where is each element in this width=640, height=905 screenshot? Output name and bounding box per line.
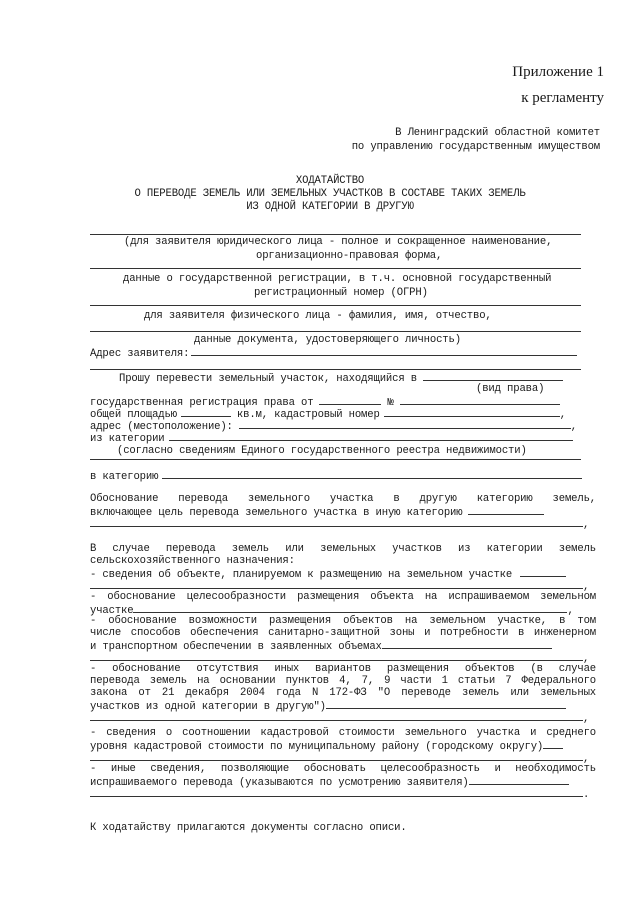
possibility-line-1: - обоснование возможности размещения объектов на земельном участке, в том xyxy=(90,615,596,627)
from-category-field[interactable] xyxy=(169,431,573,441)
applicant-address-label: Адрес заявителя: xyxy=(90,346,577,360)
agri-intro-line-2: сельскохозяйственного назначения: xyxy=(90,555,295,567)
area-label: общей площадью кв.м, кадастровый номер , xyxy=(90,409,566,421)
possibility-field-2[interactable] xyxy=(90,651,583,661)
hint-physical-person: для заявителя физического лица - фамилия, имя, отчество, xyxy=(144,310,492,322)
registry-note: (согласно сведениям Единого государственного реестра недвижимости) xyxy=(117,445,527,457)
absence-line-4: участков из одной категории в другую") xyxy=(90,699,566,713)
appendix-label: Приложение 1 xyxy=(512,64,604,80)
location-label: адрес (местоположение): , xyxy=(90,421,577,433)
object-info-label: - сведения об объекте, планируемом к размещению на земельном участке xyxy=(90,567,596,581)
justification-field[interactable] xyxy=(468,505,544,515)
other-field-2[interactable] xyxy=(90,787,583,797)
cadastral-number-field[interactable] xyxy=(384,407,560,417)
attached-documents-note: К ходатайству прилагаются документы согласно описи. xyxy=(90,822,407,834)
possibility-line-2: числе способов обеспечения санитарно-защитной зоны и потребности в инженерном xyxy=(90,627,596,639)
justification-field-2[interactable] xyxy=(90,517,583,527)
applicant-name-line[interactable] xyxy=(90,234,581,235)
absence-line-5: , xyxy=(90,711,589,725)
absence-field[interactable] xyxy=(326,699,566,709)
absence-line-2: перевода земель на основании пунктов 4, 7, 9 части 1 статьи 7 Федерального xyxy=(90,675,596,687)
request-label: Прошу перевести земельный участок, находящийся в xyxy=(119,371,563,385)
feasibility-line-2: участке , xyxy=(90,605,574,617)
ratio-line-1: - сведения о соотношении кадастровой стоимости земельного участка и среднего xyxy=(90,727,596,739)
ratio-field-2[interactable] xyxy=(90,751,583,761)
absence-line-3: закона от 21 декабря 2004 года N 172-ФЗ "О переводе земель или земельных xyxy=(90,687,596,699)
registration-number-field[interactable] xyxy=(400,395,560,405)
applicant-form-line[interactable] xyxy=(90,268,581,269)
agri-intro-line-1: В случае перевода земель или земельных участков из категории земель xyxy=(90,543,596,555)
hint-legal-form: организационно-правовая форма, xyxy=(256,250,443,262)
object-info-field[interactable] xyxy=(520,567,566,577)
possibility-line-3: и транспортном обеспечении в заявленных объемах xyxy=(90,639,552,653)
absence-field-2[interactable] xyxy=(90,711,583,721)
possibility-field[interactable] xyxy=(382,639,552,649)
feasibility-line-1: - обоснование целесообразности размещения объекта на испрашиваемом земельном xyxy=(90,591,596,603)
other-line-3: . xyxy=(90,787,589,801)
regulation-label: к регламенту xyxy=(521,90,604,106)
hint-legal-entity: (для заявителя юридического лица - полное и сокращенное наименование, xyxy=(124,236,553,248)
justification-line-1: Обоснование перевода земельного участка в другую категорию земель, xyxy=(90,493,596,505)
right-type-field[interactable] xyxy=(423,371,563,381)
state-registration-label: государственная регистрация права от № xyxy=(90,395,560,409)
absence-line-1: - обоснование отсутствия иных вариантов размещения объектов (в случае xyxy=(90,663,596,675)
ratio-field[interactable] xyxy=(543,739,563,749)
addressee-line-2: по управлению государственным имуществом xyxy=(351,141,600,153)
other-line-1: - иные сведения, позволяющие обосновать целесообразность и необходимость xyxy=(90,763,596,775)
applicant-ogrn-line[interactable] xyxy=(90,305,581,306)
area-field[interactable] xyxy=(181,407,231,417)
applicant-person-line[interactable] xyxy=(90,331,581,332)
hint-ogrn: регистрационный номер (ОГРН) xyxy=(254,287,428,299)
applicant-address-line-2[interactable] xyxy=(90,369,581,370)
feasibility-field[interactable] xyxy=(133,603,567,613)
other-field[interactable] xyxy=(469,775,569,785)
document-subtitle-1: О ПЕРЕВОДЕ ЗЕМЕЛЬ ИЛИ ЗЕМЕЛЬНЫХ УЧАСТКОВ В СОСТАВЕ ТАКИХ ЗЕМЕЛЬ xyxy=(134,188,526,200)
from-category-line-2[interactable] xyxy=(90,459,581,460)
document-title: ХОДАТАЙСТВО xyxy=(295,175,365,187)
to-category-label: в категорию xyxy=(90,469,582,483)
to-category-field[interactable] xyxy=(162,469,582,479)
applicant-address-field[interactable] xyxy=(191,346,577,356)
possibility-line-4: , xyxy=(90,651,589,665)
object-info-line-2: , xyxy=(90,579,589,593)
right-type-hint: (вид права) xyxy=(476,383,545,395)
justification-line-3: , xyxy=(90,517,589,531)
other-line-2: испрашиваемого перевода (указываются по усмотрению заявителя) xyxy=(90,775,569,789)
hint-registration: данные о государственной регистрации, в т.ч. основной государственный xyxy=(123,273,552,285)
addressee-line-1: В Ленинградский областной комитет xyxy=(395,127,600,139)
registration-date-field[interactable] xyxy=(319,395,381,405)
justification-line-2: включающее цель перевода земельного участка в иную категорию xyxy=(90,505,596,519)
ratio-line-2: уровня кадастровой стоимости по муниципальному району (городскому округу) xyxy=(90,739,563,753)
location-field[interactable] xyxy=(239,419,571,429)
ratio-line-3: , xyxy=(90,751,589,765)
hint-identity-document: данные документа, удостоверяющего личность) xyxy=(194,334,461,346)
object-info-field-2[interactable] xyxy=(90,579,583,589)
document-subtitle-2: ИЗ ОДНОЙ КАТЕГОРИИ В ДРУГУЮ xyxy=(246,201,414,213)
from-category-label: из категории xyxy=(90,431,573,445)
